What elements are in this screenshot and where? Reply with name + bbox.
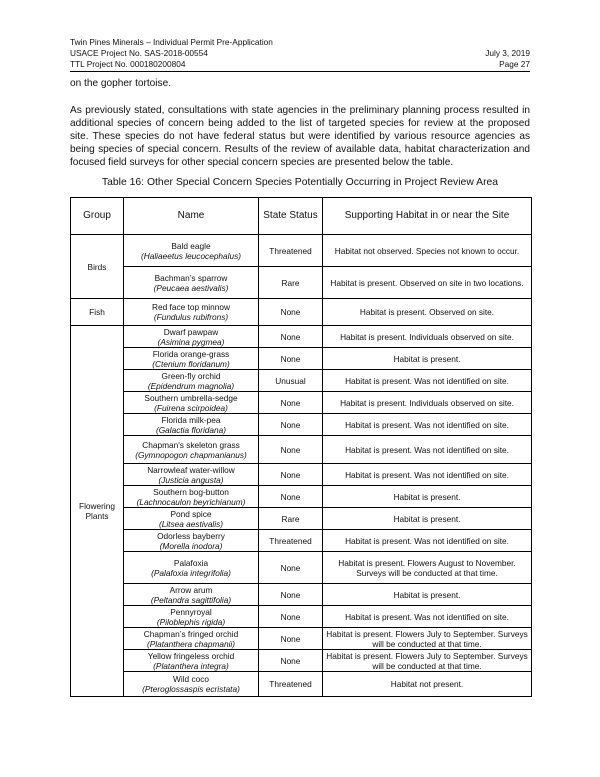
table-row	[71, 672, 532, 697]
state-status-cell: None	[259, 486, 323, 508]
common-name: Narrowleaf water-willow	[147, 464, 235, 475]
habitat-cell: Habitat is present.	[323, 508, 532, 530]
common-name: Odorless bayberry	[157, 530, 225, 541]
table-row	[71, 370, 532, 392]
state-status-cell: None	[259, 348, 323, 370]
scientific-name: (Gymnopogon chapmanianus)	[135, 449, 247, 460]
species-name-cell	[124, 606, 259, 628]
scientific-name: (Justicia angusta)	[158, 474, 224, 485]
scientific-name: (Palafoxia integrifolia)	[151, 567, 231, 578]
table-row	[71, 552, 532, 584]
species-name-cell	[124, 267, 259, 299]
scientific-name: (Peucaea aestivalis)	[153, 282, 229, 293]
group-cell: Fish	[71, 299, 124, 326]
table-row	[71, 508, 532, 530]
group-cell: Birds	[71, 235, 124, 299]
species-table	[70, 197, 532, 697]
table-row	[71, 530, 532, 552]
state-status-cell: None	[259, 552, 323, 584]
species-name-cell	[124, 530, 259, 552]
common-name: Dwarf pawpaw	[163, 326, 219, 337]
habitat-cell: Habitat is present. Was not identified on site.	[323, 370, 532, 392]
state-status-cell: None	[259, 414, 323, 436]
scientific-name: (Ctenium floridanum)	[152, 358, 230, 369]
species-name-cell	[124, 672, 259, 697]
habitat-cell: Habitat is present. Flowers July to September. Surveys will be conducted at that time.	[323, 650, 532, 672]
scientific-name: (Lachnocaulon beyrichianum)	[136, 496, 246, 507]
habitat-cell: Habitat is present. Was not identified on site.	[323, 436, 532, 464]
species-name-cell	[124, 392, 259, 414]
document-date: July 3, 2019	[485, 48, 530, 58]
habitat-cell: Habitat is present.	[323, 348, 532, 370]
table-row	[71, 464, 532, 486]
common-name: Bald eagle	[171, 240, 211, 251]
state-status-cell: Threatened	[259, 530, 323, 552]
header-state-status: State Status	[259, 198, 323, 235]
scientific-name: (Pteroglossaspis ecristata)	[142, 684, 240, 694]
common-name: Yellow fringeless orchid	[147, 650, 235, 661]
habitat-cell: Habitat not present.	[323, 672, 532, 697]
state-status-cell: None	[259, 392, 323, 414]
header-divider	[70, 71, 530, 72]
common-name: Green-fly orchid	[161, 370, 221, 381]
common-name: Palafoxia	[173, 557, 209, 568]
common-name: Pennyroyal	[170, 606, 212, 617]
species-name-cell	[124, 414, 259, 436]
scientific-name: (Morella inodora)	[159, 540, 223, 551]
common-name: Chapman’s fringed orchid	[143, 628, 239, 639]
scientific-name: (Haliaeetus leucocephalus)	[140, 250, 242, 261]
table-row	[71, 650, 532, 672]
header-name: Name	[124, 198, 259, 235]
state-status-cell: Rare	[259, 508, 323, 530]
body-paragraph-1: on the gopher tortoise.	[70, 78, 172, 89]
species-name-cell	[124, 584, 259, 606]
species-name-cell	[124, 552, 259, 584]
table-row	[71, 326, 532, 348]
table-row	[71, 606, 532, 628]
scientific-name: (Peltandra sagittifolia)	[150, 594, 232, 605]
common-name: Southern umbrella-sedge	[144, 392, 238, 403]
state-status-cell: None	[259, 584, 323, 606]
common-name: Chapman's skeleton grass	[142, 439, 240, 450]
species-name-cell	[124, 326, 259, 348]
scientific-name: (Galactia floridana)	[155, 424, 227, 435]
state-status-cell: Threatened	[259, 235, 323, 267]
table-row	[71, 299, 532, 326]
species-name-cell	[124, 370, 259, 392]
habitat-cell: Habitat is present. Flowers July to September. Surveys will be conducted at that time.	[323, 628, 532, 650]
usace-project-number: USACE Project No. SAS-2018-00554	[70, 48, 208, 58]
header-supporting-habitat: Supporting Habitat in or near the Site	[323, 198, 532, 235]
habitat-cell: Habitat is present. Observed on site.	[323, 299, 532, 326]
table-row	[71, 235, 532, 267]
habitat-cell: Habitat is present. Was not identified on site.	[323, 414, 532, 436]
scientific-name: (Fundulus rubifrons)	[153, 312, 229, 322]
scientific-name: (Platanthera integra)	[153, 660, 229, 671]
habitat-cell: Habitat is present. Was not identified on site.	[323, 606, 532, 628]
state-status-cell: Threatened	[259, 672, 323, 697]
ttl-project-number: TTL Project No. 000180200804	[70, 59, 186, 69]
scientific-name: (Platanthera chapmanii)	[146, 638, 236, 649]
species-name-cell	[124, 299, 259, 326]
table-row	[71, 348, 532, 370]
habitat-cell: Habitat is present. Flowers August to November. Surveys will be conducted at that time.	[323, 552, 532, 584]
habitat-cell: Habitat not observed. Species not known to occur.	[323, 235, 532, 267]
common-name: Florida milk-pea	[161, 414, 221, 425]
table-row	[71, 584, 532, 606]
document-title: Twin Pines Minerals – Individual Permit Pre-Application	[70, 37, 273, 47]
habitat-cell: Habitat is present. Observed on site in two locations.	[323, 267, 532, 299]
scientific-name: (Piloblephis rigida)	[156, 616, 226, 627]
common-name: Southern bog-button	[153, 486, 229, 497]
group-cell: Flowering Plants	[71, 326, 124, 697]
species-name-cell	[124, 436, 259, 464]
state-status-cell: None	[259, 606, 323, 628]
header-group: Group	[71, 198, 124, 235]
state-status-cell: None	[259, 650, 323, 672]
table-row	[71, 628, 532, 650]
table-body	[71, 235, 532, 697]
state-status-cell: None	[259, 464, 323, 486]
state-status-cell: None	[259, 299, 323, 326]
page-number: Page 27	[499, 59, 530, 69]
scientific-name: (Asimina pygmea)	[157, 336, 225, 347]
habitat-cell: Habitat is present. Individuals observed on site.	[323, 392, 532, 414]
species-name-cell	[124, 486, 259, 508]
state-status-cell: Unusual	[259, 370, 323, 392]
scientific-name: (Litsea aestivalis)	[158, 518, 224, 529]
habitat-cell: Habitat is present. Was not identified on site.	[323, 464, 532, 486]
species-name-cell	[124, 508, 259, 530]
page-header	[70, 37, 530, 70]
scientific-name: (Epidendrum magnolia)	[147, 380, 235, 391]
species-name-cell	[124, 348, 259, 370]
state-status-cell: None	[259, 628, 323, 650]
habitat-cell: Habitat is present. Individuals observed on site.	[323, 326, 532, 348]
species-name-cell	[124, 650, 259, 672]
table-caption: Table 16: Other Special Concern Species Potentially Occurring in Project Review Area	[101, 177, 499, 188]
state-status-cell: None	[259, 326, 323, 348]
table-header-row	[71, 198, 532, 235]
habitat-cell: Habitat is present. Was not identified on site.	[323, 530, 532, 552]
species-name-cell	[124, 628, 259, 650]
common-name: Wild coco	[173, 674, 209, 684]
body-paragraph-2: As previously stated, consultations with state agencies in the preliminary planning process resulted in additional species of concern being added to the list of targeted species for review at the proposed site. These species do not have federal status but were identified by various resource agencies as being species of special concern. Results of the review of available data, habitat characterization and focused field surveys for other special concern species are presented below the table.	[70, 105, 530, 168]
habitat-cell: Habitat is present.	[323, 584, 532, 606]
state-status-cell: Rare	[259, 267, 323, 299]
common-name: Arrow arum	[169, 584, 213, 595]
table-row	[71, 436, 532, 464]
common-name: Florida orange-grass	[152, 348, 230, 359]
species-name-cell	[124, 235, 259, 267]
common-name: Bachman’s sparrow	[154, 272, 228, 283]
habitat-cell: Habitat is present.	[323, 486, 532, 508]
scientific-name: (Fuirena scirpoidea)	[154, 402, 228, 413]
table-row	[71, 486, 532, 508]
species-name-cell	[124, 464, 259, 486]
table-row	[71, 414, 532, 436]
common-name: Red face top minnow	[152, 302, 230, 312]
state-status-cell: None	[259, 436, 323, 464]
common-name: Pond spice	[170, 508, 212, 519]
table-row	[71, 392, 532, 414]
table-row	[71, 267, 532, 299]
